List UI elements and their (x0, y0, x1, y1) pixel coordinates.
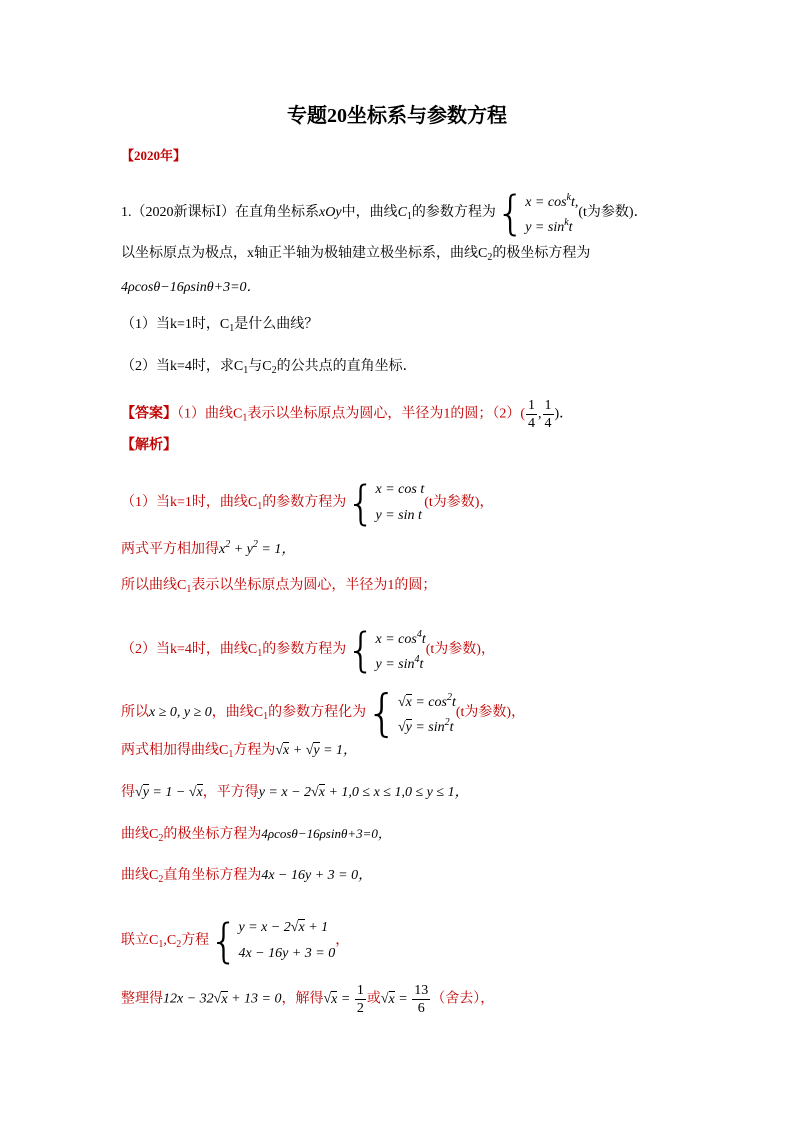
answer-line: 【答案】（1）曲线$C_1$表示以坐标原点为圆心，半径为1的圆；（2）( $\frac{1}{4}$ , $\frac{1}{4}$ )． (121, 398, 574, 431)
analysis-step-7: 得√y = 1 − √x，平方得y = x − 2√x + 1,0 ≤ x ≤ 1,0 ≤ y ≤ 1， (121, 785, 469, 800)
analysis-step-5: 所以x ≥ 0, y ≥ 0，曲线$C_1$的参数方程化为 { $√x = \cos^2t$ $√y = \sin^2t$ (t为参数)， (121, 684, 526, 742)
analysis-step-10: 联立$C_1,C_2$方程 { y = x − 2√x + 1 4x − 16y + 3 = 0 ， (121, 914, 350, 968)
analysis-step-2: 两式平方相加得$x^2 + y^2 = 1$， (121, 539, 296, 557)
polar-equation: 4ρcosθ−16ρsinθ+3=0． (121, 280, 261, 295)
year-tag: 【2020年】 (121, 148, 187, 163)
page-title: 专题20坐标系与参数方程 (287, 105, 507, 127)
analysis-label: 【解析】 (121, 438, 177, 453)
analysis-step-3: 所以曲线$C_1$表示以坐标原点为圆心，半径为1的圆； (121, 578, 437, 595)
analysis-step-1: （1）当k=1时，曲线$C_1$的参数方程为 { x = cos t y = sin t (t为参数)， (121, 476, 494, 530)
analysis-step-9: 曲线$C_2$直角坐标方程为4x − 16y + 3 = 0， (121, 868, 373, 885)
analysis-step-4: （2）当k=4时，曲线$C_1$的参数方程为 { $x = \cos^4t$ $y = \sin^4t$ (t为参数)， (121, 623, 495, 677)
analysis-step-11: 整理得12x − 32√x + 13 = 0，解得√x = $\frac{1}{2}$ 或√x = $\frac{13}{6}$ （舍去）， (121, 983, 495, 1016)
analysis-step-8: 曲线$C_2$的极坐标方程为4ρcosθ−16ρsinθ+3=0， (121, 826, 391, 844)
problem-line-1: 1.（2020新课标Ⅰ）在直角坐标系xOy中，曲线$C_1$的参数方程为 { $x = \cos^kt$, $y = \sin^kt$ (t为参数)． (121, 186, 648, 240)
question-1: （1）当k=1时，$C_1$是什么曲线？ (121, 317, 319, 334)
problem-line-2: 以坐标原点为极点，x轴正半轴为极轴建立极坐标系，曲线$C_2$的极坐标方程为 (121, 246, 591, 263)
question-2: （2）当k=4时，求$C_1$与$C_2$的公共点的直角坐标． (121, 359, 417, 376)
param-system: { $x = \cos^kt$, $y = \sin^kt$ (495, 186, 579, 240)
analysis-step-6: 两式相加得曲线$C_1$方程为√x + √y = 1， (121, 743, 358, 760)
